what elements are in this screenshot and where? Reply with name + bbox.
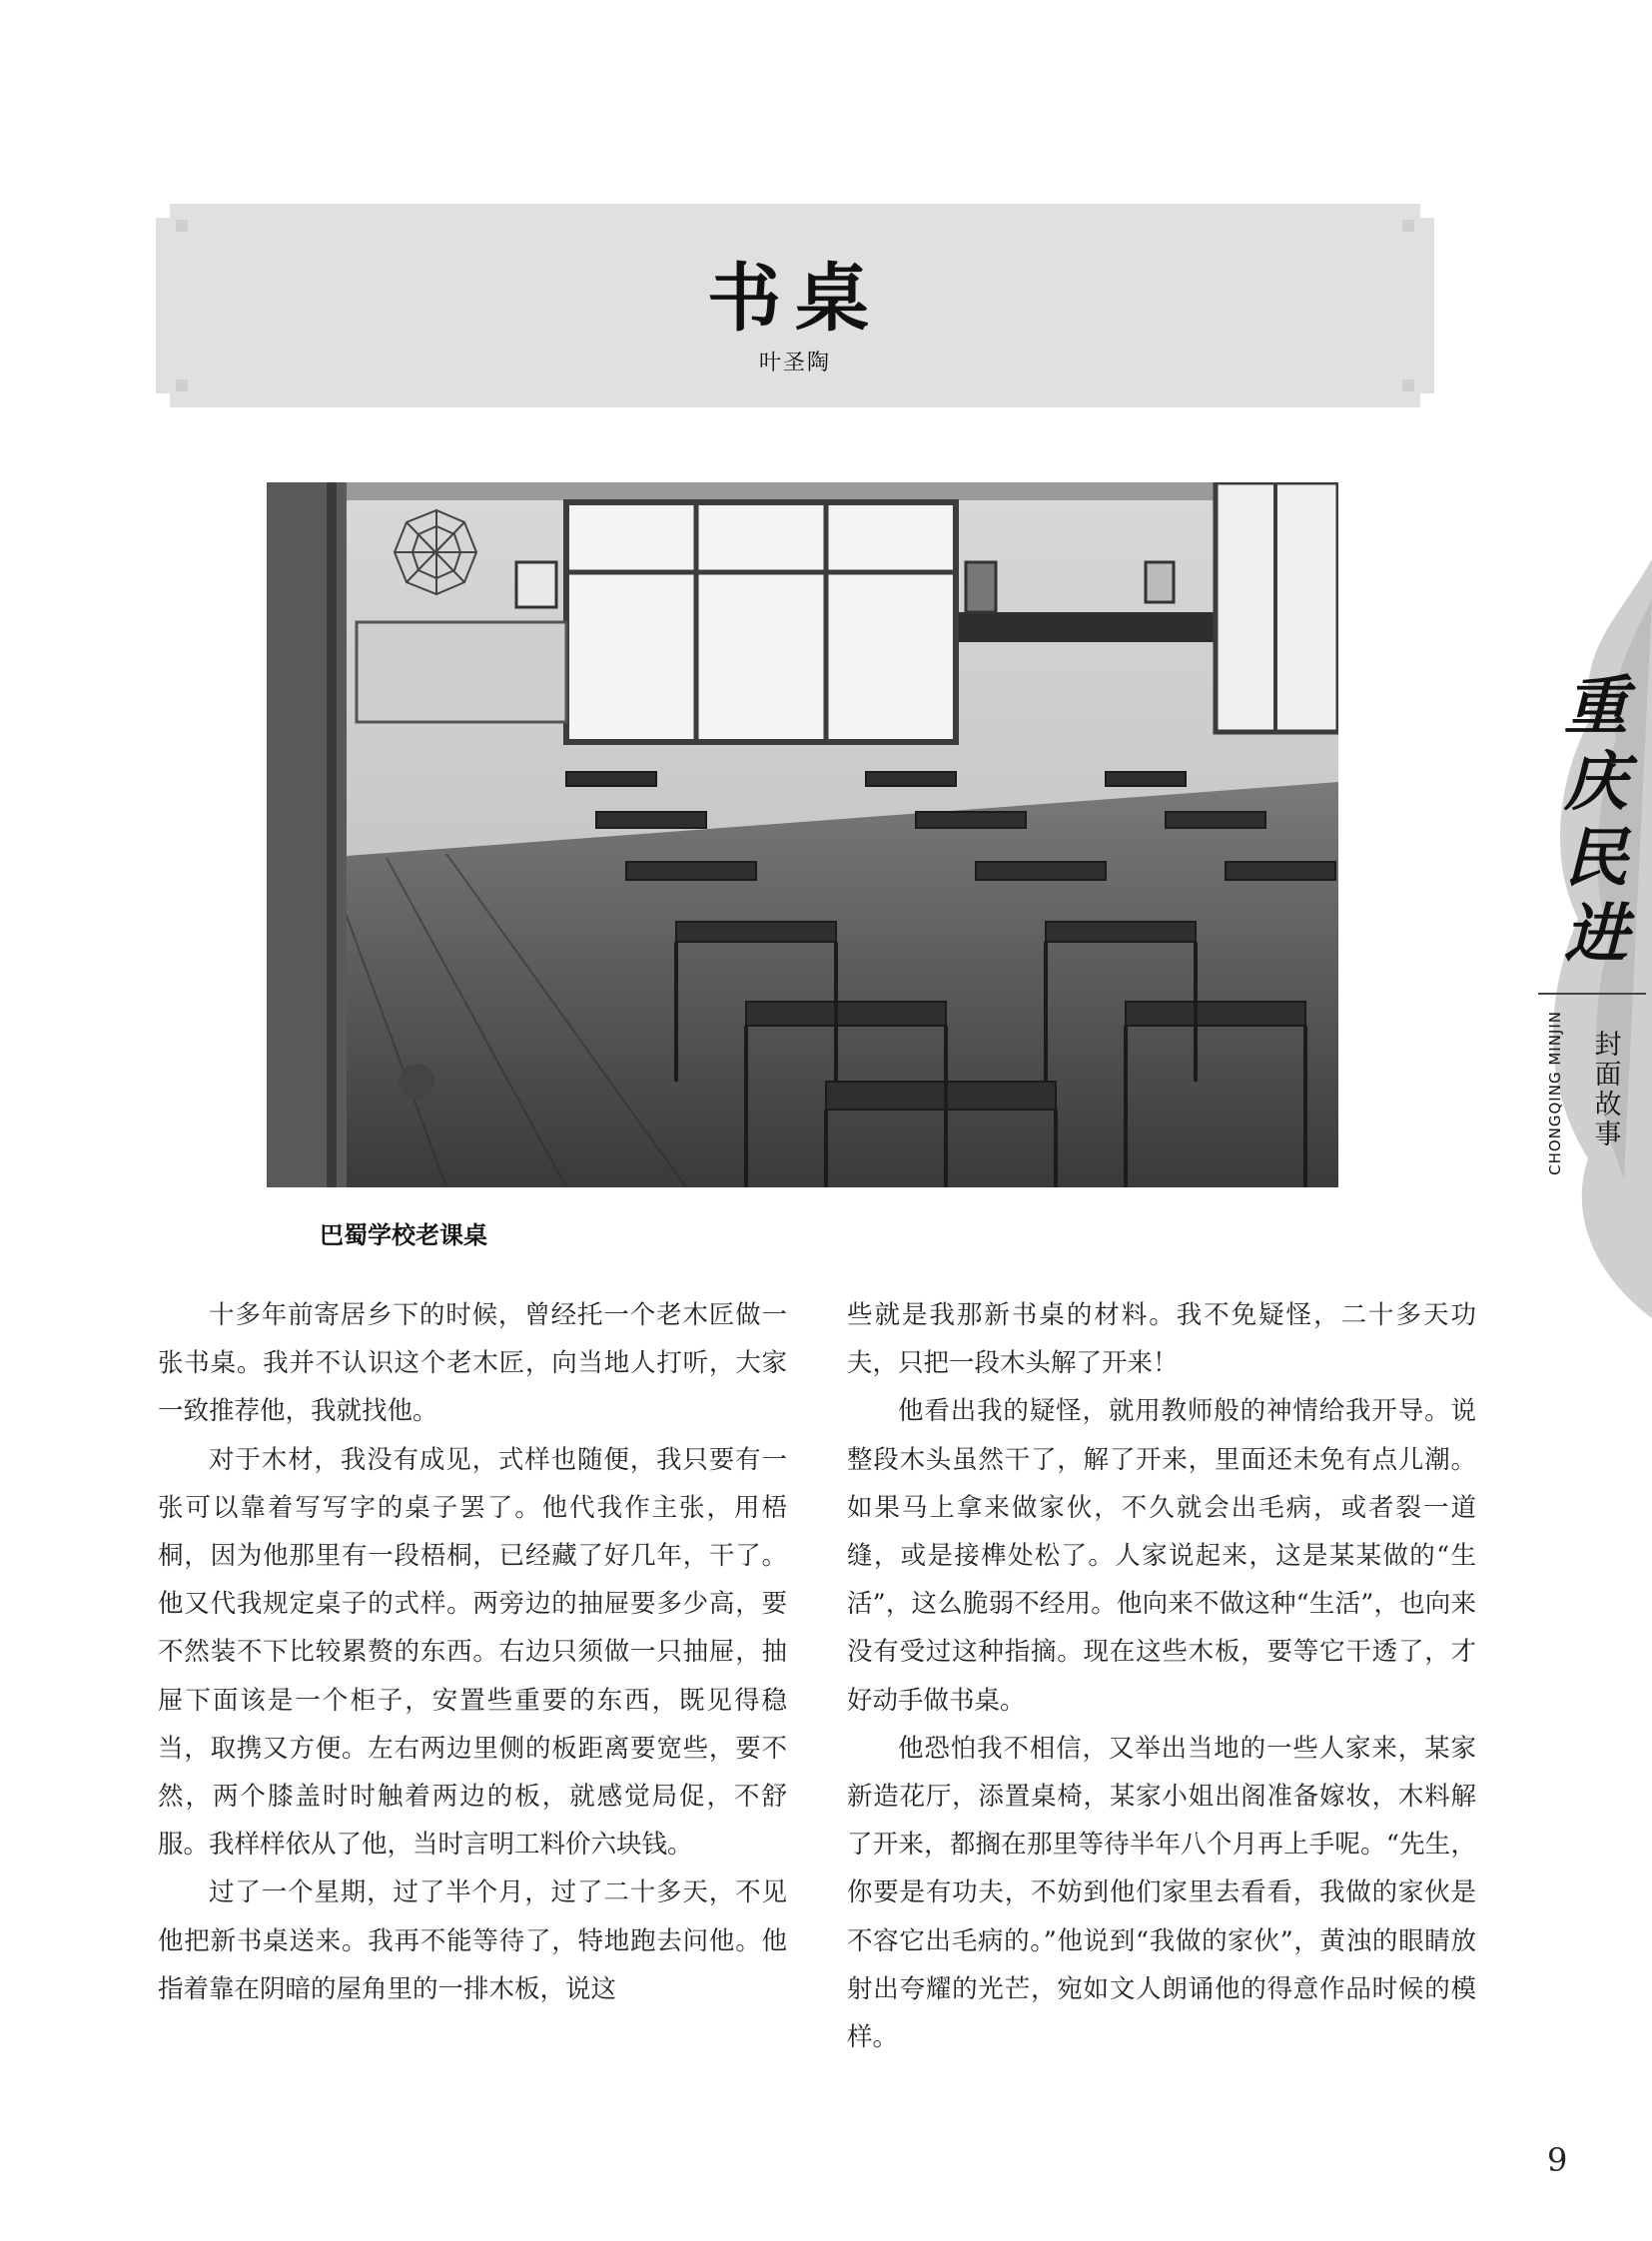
body-column-right bbox=[847, 1291, 1476, 2061]
paragraph: 过了一个星期，过了半个月，过了二十多天，不见他把新书桌送来。我再不能等待了，特地跑去问他。他指着靠在阴暗的屋角里的一排木板，说这 bbox=[158, 1877, 787, 2004]
banner-ornament-bl bbox=[176, 379, 188, 391]
banner-notch-bottom-right bbox=[1420, 393, 1434, 407]
article-title: 书桌 bbox=[707, 256, 883, 342]
banner-notch-top-left bbox=[156, 204, 170, 218]
banner-notch-top-right bbox=[1420, 204, 1434, 218]
article-author: 叶圣陶 bbox=[758, 351, 831, 375]
paragraph: 他恐怕我不相信，又举出当地的一些人家来，某家新造花厅，添置桌椅，某家小姐出阁准备嫁妆，木料解了开来，都搁在那里等待半年八个月再上手呢。“先生，你要是有功夫，不妨到他们家里去看看，我做的家伙是不容它出毛病的。”他说到“我做的家伙”，黄浊的眼睛放射出夸耀的光芒，宛如文人朗诵他的得意作品时候的模样。 bbox=[847, 1733, 1476, 2053]
brand-pinyin: CHONGQING MINJIN bbox=[1546, 1011, 1564, 1175]
magazine-brand: 重庆民进 bbox=[1564, 669, 1628, 972]
title-banner bbox=[156, 204, 1434, 407]
banner-ornament-tl bbox=[176, 220, 188, 232]
paragraph: 他看出我的疑怪，就用教师般的神情给我开导。说整段木头虽然干了，解了开来，里面还未免有点儿潮。如果马上拿来做家伙，不久就会出毛病，或者裂一道缝，或是接榫处松了。人家说起来，这是某某做的“生活”，这么脆弱不经用。他向来不做这种“生活”，也向来没有受过这种指摘。现在这些木板，要等它干透了，才好动手做书桌。 bbox=[847, 1396, 1476, 1716]
section-label: 封面故事 bbox=[1594, 1030, 1622, 1150]
classroom-photo bbox=[267, 482, 1338, 1187]
banner-ornament-br bbox=[1402, 379, 1414, 391]
classroom-illustration bbox=[267, 482, 1338, 1187]
paragraph: 对于木材，我没有成见，式样也随便，我只要有一张可以靠着写写字的桌子罢了。他代我作主张，用梧桐，因为他那里有一段梧桐，已经藏了好几年，干了。他又代我规定桌子的式样。两旁边的抽屉要多少高，要不然装不下比较累赘的东西。右边只须做一只抽屉，抽屉下面该是一个柜子，安置些重要的东西，既见得稳当，取携又方便。左右两边里侧的板距离要宽些，要不然，两个膝盖时时触着两边的板，就感觉局促，不舒服。我样样依从了他，当时言明工料价六块钱。 bbox=[158, 1444, 787, 1861]
paragraph-continued: 些就是我那新书桌的材料。我不免疑怪，二十多天功夫，只把一段木头解了开来！ bbox=[847, 1300, 1476, 1379]
banner-notch-bottom-left bbox=[156, 393, 170, 407]
side-divider bbox=[1538, 993, 1646, 995]
side-brand-area bbox=[1518, 559, 1652, 1318]
paragraph: 十多年前寄居乡下的时候，曾经托一个老木匠做一张书桌。我并不认识这个老木匠，向当地人打听，大家一致推荐他，我就找他。 bbox=[158, 1300, 787, 1427]
page-number: 9 bbox=[1547, 2141, 1568, 2179]
body-column-left bbox=[158, 1291, 787, 2013]
photo-caption: 巴蜀学校老课桌 bbox=[320, 1221, 487, 1249]
banner-ornament-tr bbox=[1402, 220, 1414, 232]
